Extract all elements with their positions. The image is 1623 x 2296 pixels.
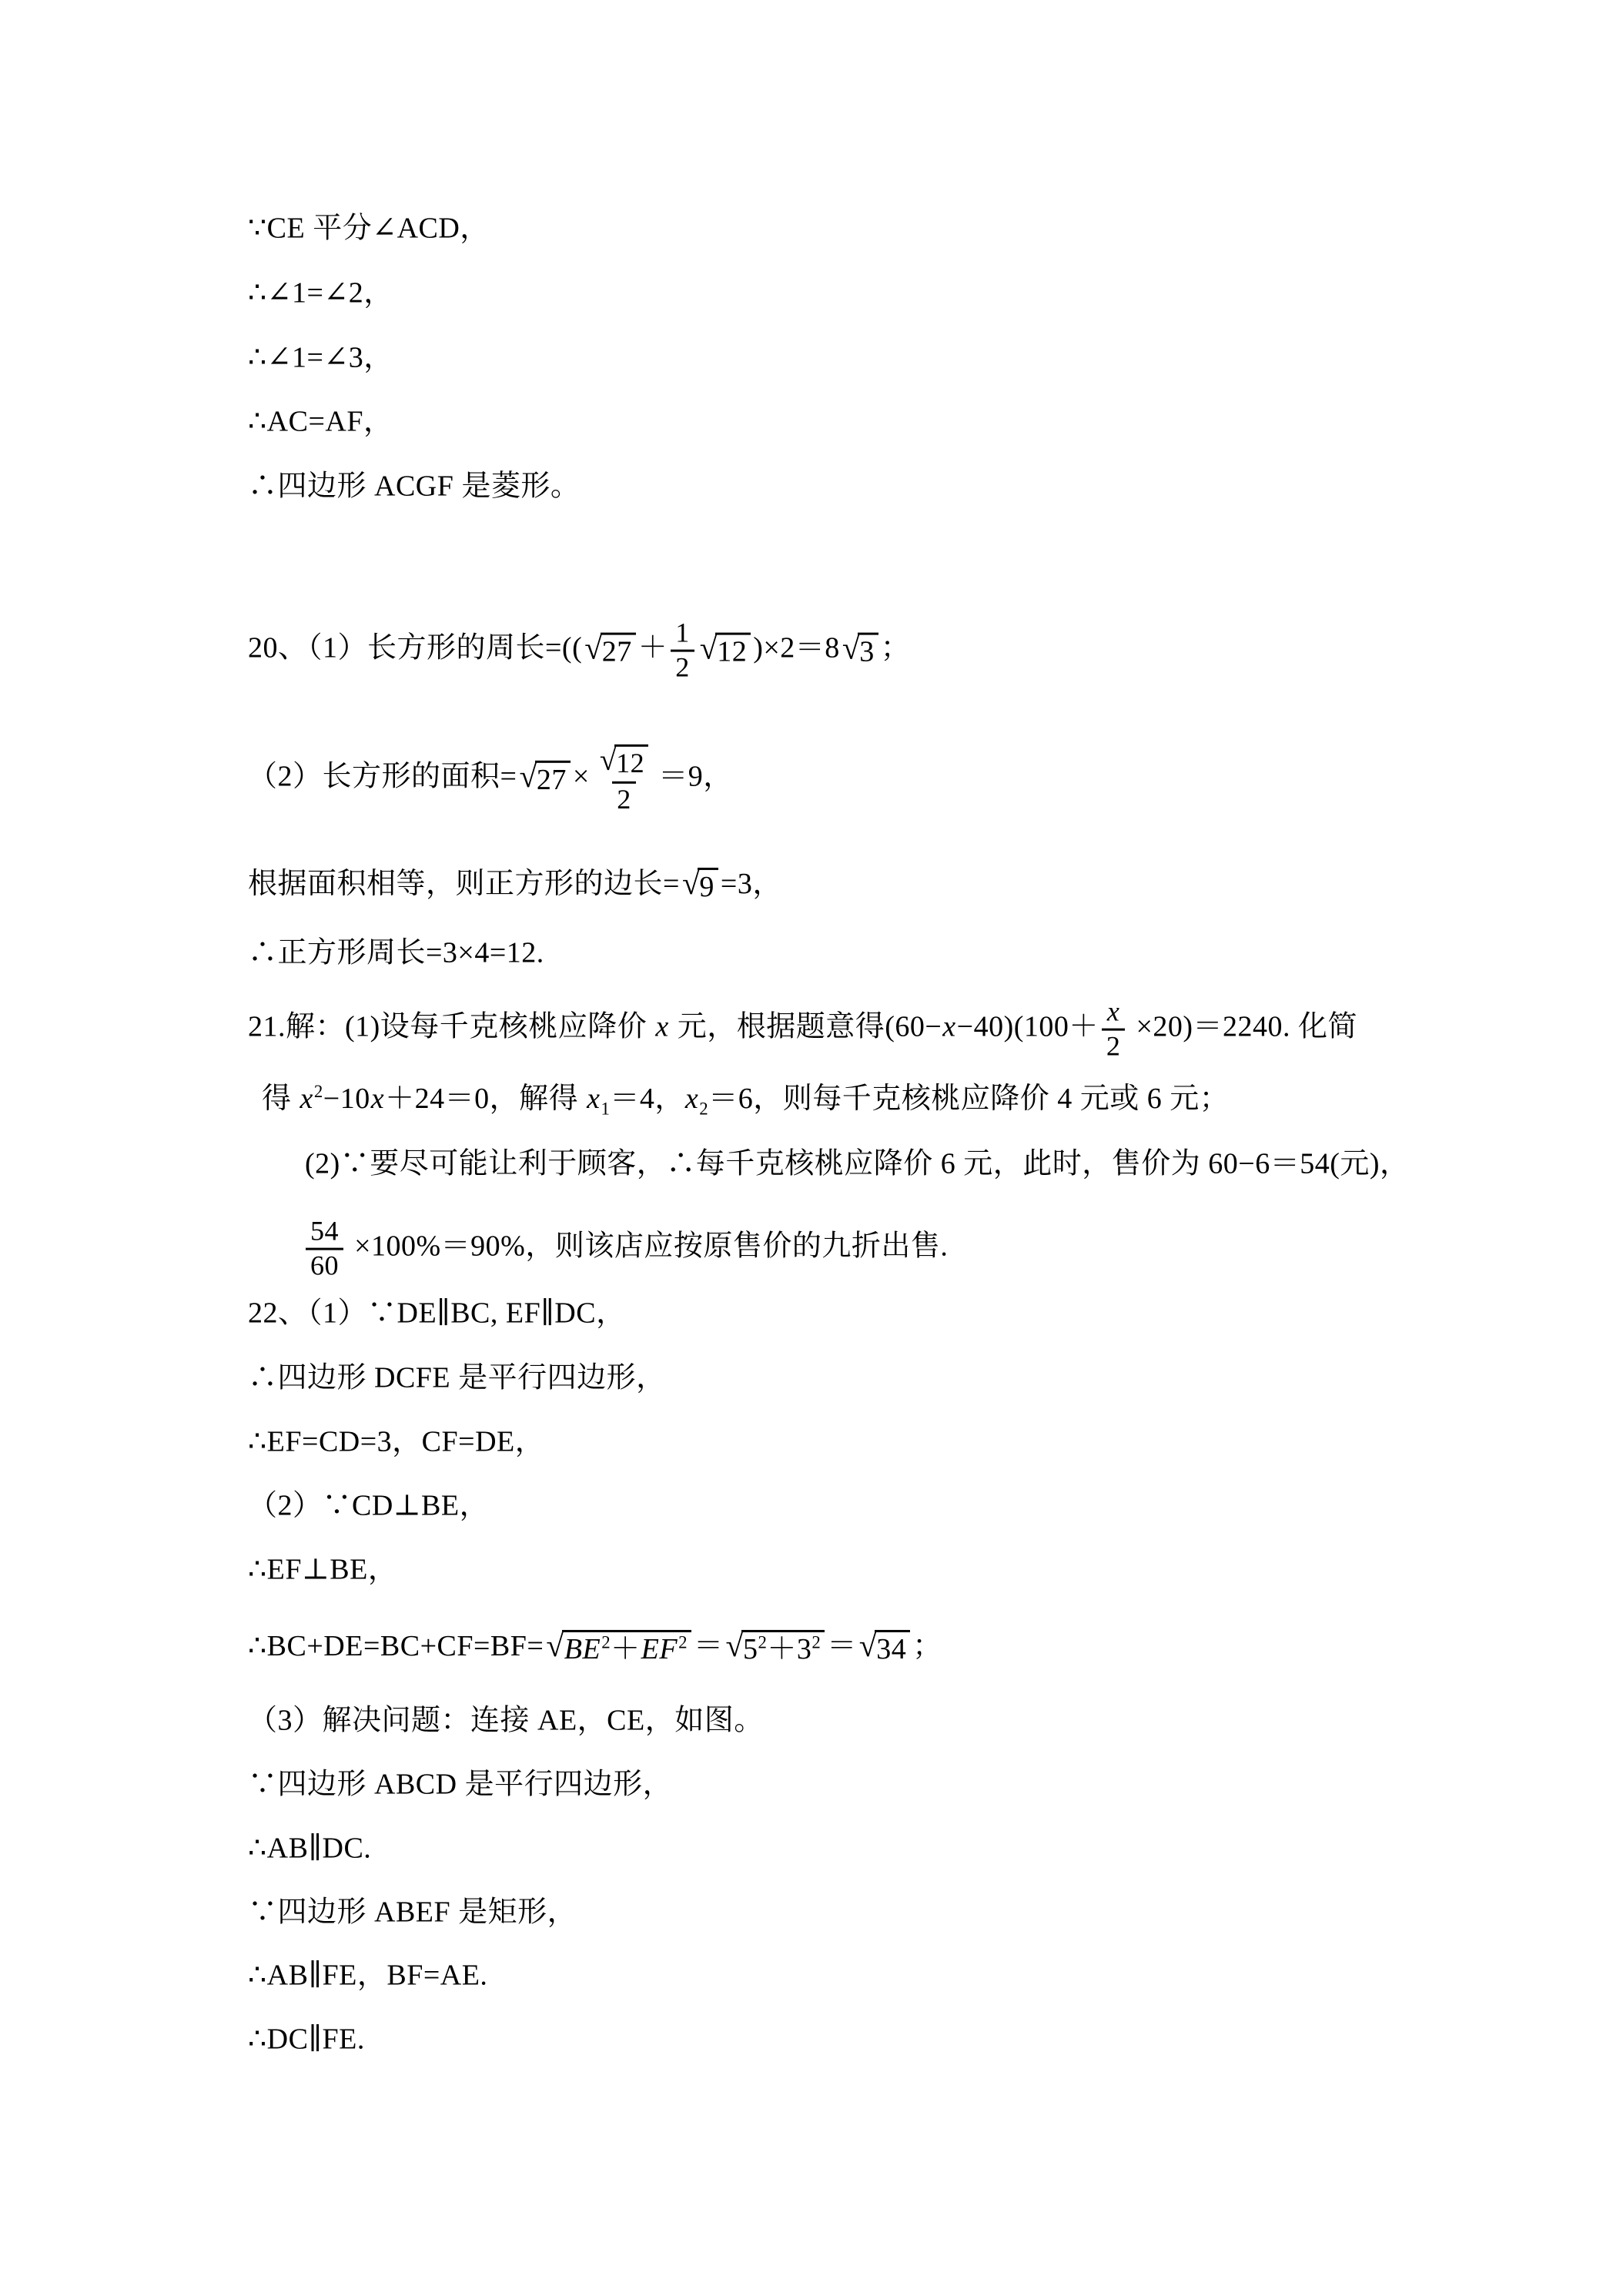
fraction — [1102, 998, 1126, 1062]
text-run: ＝6，则每千克核桃应降价 4 元或 6 元； — [708, 1082, 1230, 1115]
subscript: 1 — [601, 1099, 611, 1119]
fraction-numerator — [671, 619, 694, 650]
text-run: 34 — [876, 1633, 907, 1666]
text-run: 1 — [675, 617, 690, 648]
text-run: ＝9， — [658, 760, 733, 793]
text-run: ＋ — [611, 1633, 641, 1666]
radical-sign-icon: √ — [699, 631, 718, 667]
text-run: 根据面积相等，则正方形的边长= — [248, 867, 680, 900]
text-run: ∴EF=CD=3，CF=DE， — [248, 1425, 545, 1458]
text-run: )×2＝8 — [753, 631, 840, 664]
line-22-1-given — [248, 1295, 626, 1332]
text-run: ∴EF⊥BE， — [248, 1553, 398, 1586]
line-20-square-side — [248, 866, 782, 905]
text-run: ∴四边形 DCFE 是平行四边形， — [248, 1361, 666, 1394]
text-run: −10 — [323, 1082, 370, 1115]
radical — [726, 1630, 825, 1667]
fraction — [593, 742, 655, 815]
text-run: ＝ — [827, 1629, 857, 1662]
fraction — [306, 1217, 343, 1281]
radical-sign-icon: √ — [546, 1628, 564, 1665]
fraction-denominator — [1102, 1029, 1126, 1062]
text-run: 12 — [717, 635, 748, 668]
radicand — [535, 761, 571, 798]
radical — [599, 742, 648, 780]
line-21-2-reason — [305, 1146, 1410, 1183]
text-run: ∴正方形周长=3×4=12. — [248, 936, 544, 969]
radical — [700, 632, 751, 669]
text-run: ∵四边形 ABCD 是平行四边形， — [248, 1768, 673, 1801]
line-22-2-bf-formula — [248, 1628, 942, 1667]
radicand — [614, 745, 648, 780]
fraction — [671, 619, 694, 683]
line-22-3-connect — [248, 1702, 764, 1739]
superscript: 2 — [812, 1632, 822, 1652]
radical — [682, 868, 718, 905]
radical-sign-icon: √ — [842, 631, 861, 667]
fraction-denominator — [671, 650, 694, 683]
text-run: 20、（1）长方形的周长=(( — [248, 631, 583, 664]
text-run: （2）∵CD⊥BE， — [248, 1489, 490, 1522]
radicand — [715, 632, 751, 669]
text-run: ∴AB∥DC. — [248, 1832, 372, 1865]
superscript: 2 — [601, 1632, 611, 1652]
text-run: ∴四边形 ACGF 是菱形。 — [248, 470, 581, 503]
fraction-denominator — [306, 1248, 343, 1281]
line-22-3-abef — [248, 1894, 577, 1931]
line-22-1-ef-cd — [248, 1424, 544, 1461]
text-run: ＋ — [637, 631, 668, 664]
text-run: 27 — [601, 635, 632, 668]
radical-sign-icon: √ — [599, 742, 617, 777]
text-run: 元，根据题意得(60− — [669, 1010, 942, 1043]
radical — [519, 761, 570, 798]
line-22-3-ab-dc — [248, 1830, 371, 1867]
line-angle1-eq-angle3 — [248, 340, 393, 377]
radicand — [562, 1630, 691, 1667]
line-21-1-solve — [262, 1081, 1229, 1118]
line-22-3-dc-fe — [248, 2021, 365, 2058]
math-variable: x — [300, 1082, 313, 1115]
line-21-2-discount — [303, 1217, 948, 1281]
fraction-numerator — [306, 1217, 343, 1248]
text-run: 22、（1）∵DE∥BC, EF∥DC， — [248, 1297, 626, 1330]
text-run: 2 — [1106, 1030, 1121, 1062]
text-run: 60 — [310, 1250, 340, 1281]
radicand — [601, 632, 636, 669]
text-run: ∵CE 平分∠ACD， — [248, 212, 490, 245]
math-variable: x — [684, 1082, 699, 1115]
fraction-numerator — [593, 742, 655, 782]
text-run: 3 — [859, 635, 875, 668]
radical — [584, 632, 635, 669]
text-run: ×20)＝2240. 化简 — [1128, 1010, 1358, 1043]
line-22-3-ab-fe — [248, 1957, 487, 1994]
line-20-square-perimeter — [248, 935, 544, 972]
math-variable: x — [1106, 996, 1120, 1027]
text-run: ∴AB∥FE，BF=AE. — [248, 1959, 488, 1992]
text-run: ＝ — [693, 1629, 724, 1662]
line-22-3-abcd — [248, 1766, 672, 1803]
text-run: ； — [912, 1629, 942, 1662]
text-run: 21.解：(1)设每千克核桃应降价 — [248, 1010, 655, 1043]
radical-sign-icon: √ — [519, 759, 537, 795]
line-ac-eq-af — [248, 403, 393, 440]
radical-sign-icon: √ — [584, 631, 603, 667]
text-run: 12 — [616, 747, 645, 778]
text-run: （2）长方形的面积= — [248, 760, 517, 793]
radical — [546, 1630, 691, 1667]
text-run: （3）解决问题：连接 AE，CE，如图。 — [248, 1704, 764, 1737]
math-variable: x — [655, 1010, 669, 1043]
radical — [842, 632, 878, 669]
text-run: ∵四边形 ABEF 是矩形， — [248, 1896, 577, 1929]
line-22-2-cd-perp-be — [248, 1488, 489, 1525]
radical-sign-icon: √ — [681, 866, 701, 902]
line-22-1-parallelogram — [248, 1360, 666, 1397]
fraction-denominator — [612, 781, 636, 814]
text-run: ∴∠1=∠2， — [248, 276, 393, 310]
fraction-numerator — [1102, 998, 1126, 1029]
text-run: (2)∵要尽可能让利于顾客，∴每千克核桃应降价 6 元，此时，售价为 60−6＝54(元)， — [305, 1147, 1410, 1180]
text-run: ∴∠1=∠3， — [248, 341, 393, 374]
text-run: 9 — [699, 871, 714, 904]
superscript: 2 — [313, 1082, 323, 1102]
radical-sign-icon: √ — [725, 1628, 744, 1665]
text-run: 27 — [536, 764, 567, 797]
text-run: −40)(100＋ — [956, 1010, 1099, 1043]
line-angle1-eq-angle2 — [248, 275, 393, 312]
line-22-2-ef-perp-be — [248, 1551, 397, 1588]
text-run: ∴AC=AF， — [248, 405, 393, 438]
text-run: ＋3 — [767, 1633, 812, 1666]
text-run: 得 — [262, 1082, 300, 1115]
line-20-1-perimeter — [248, 619, 910, 683]
text-run: 54 — [310, 1215, 340, 1247]
line-ce-bisects-acd — [248, 210, 490, 247]
radical — [859, 1630, 910, 1667]
subscript: 2 — [699, 1099, 709, 1119]
text-run: ×100%＝90%，则该店应按原售价的九折出售. — [346, 1230, 949, 1263]
text-run: ＝4， — [610, 1082, 684, 1115]
radicand — [741, 1630, 825, 1667]
text-run: 5 — [742, 1633, 758, 1666]
text-run: 2 — [617, 783, 631, 815]
superscript: 2 — [758, 1632, 768, 1652]
radicand — [875, 1630, 910, 1667]
text-run: ∴DC∥FE. — [248, 2023, 365, 2056]
text-run: ； — [880, 631, 911, 664]
math-variable: x — [942, 1010, 956, 1043]
line-20-2-area — [248, 742, 733, 815]
math-variable: EF — [641, 1633, 678, 1666]
math-variable: BE — [564, 1633, 601, 1666]
radical-sign-icon: √ — [858, 1628, 878, 1665]
radicand — [858, 632, 878, 669]
line-acgf-rhombus — [248, 468, 580, 505]
text-run: ＋24＝0，解得 — [385, 1082, 587, 1115]
text-run: 2 — [675, 651, 690, 683]
text-run: ∴BC+DE=BC+CF=BF= — [248, 1629, 544, 1662]
line-21-1-setup — [248, 998, 1357, 1062]
text-run: =3， — [720, 867, 782, 900]
math-variable: x — [587, 1082, 601, 1115]
radicand — [698, 868, 718, 905]
math-variable: x — [370, 1082, 385, 1115]
text-run: × — [572, 760, 590, 793]
superscript: 2 — [678, 1632, 688, 1652]
